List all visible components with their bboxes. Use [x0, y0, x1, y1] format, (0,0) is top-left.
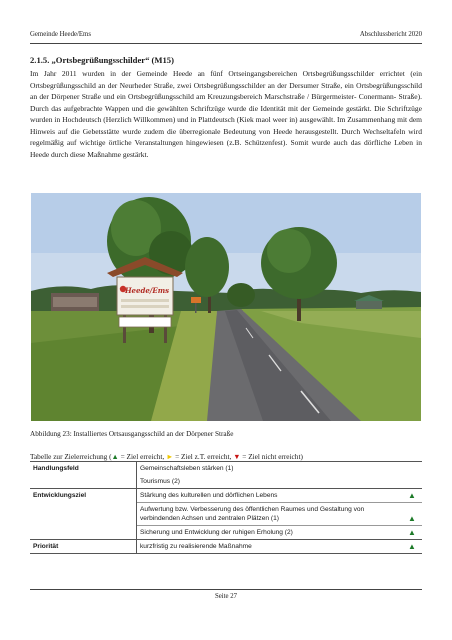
table-row — [30, 503, 422, 526]
row-label — [30, 526, 137, 540]
table-row — [30, 462, 422, 476]
triangle-down-icon: ▼ — [233, 452, 241, 461]
legend-not-reached: = Ziel nicht erreicht) — [240, 452, 303, 461]
triangle-right-icon: ► — [166, 452, 174, 461]
goal-achievement-table — [30, 461, 422, 554]
table-row — [30, 526, 422, 540]
row-text: Stärkung des kulturellen und dörflichen Lebens — [137, 489, 403, 503]
figure-caption: Abbildung 23: Installiertes Ortsausgangsschild an der Dörpener Straße — [30, 430, 234, 438]
table-row — [30, 475, 422, 489]
section-paragraph: Im Jahr 2011 wurden in der Gemeinde Heede an fünf Ortseingangsbereichen Ortsbegrüßungsschilder errichtet (ein Ortsbegrüßungsschild an der Neurheder Straße, zwei Ortsbegrüßungsschilder an der Dersumer Straße, ein Ortsbegrüßungsschild an der Dörpener Straße und ein Ortsbegrüßungsschild am Kreuzungsbereich Marschstraße / Bürgermeister- Conermann- Straße). Durch das aufgebrachte Wappen und die gewählten Schriftzüge wurde die Identität mit der Gemeinde gestärkt. Die Schriftzüge wurden in Hochdeutsch (Herzlich Willkommen) und in Plattdeutsch (Kiek maol weer in) ausgewählt. Im Zusammenhang mit dem Hinweis auf die Gebetsstätte wurde zudem die überregionale Bedeutung von Heede herausgestellt. Durch Wechseltafeln wird regelmäßig auf wichtige örtliche Veranstaltungen hingewiesen (z.B. Schützenfest). Somit wurde auch das dörfliche Leben in Heede durch diese Maßnahme gestärkt. — [30, 69, 422, 159]
row-label: Handlungsfeld — [30, 462, 137, 476]
status-icon — [402, 462, 422, 476]
legend-reached: = Ziel erreicht, — [118, 452, 167, 461]
page-footer: Seite 27 — [30, 589, 422, 600]
row-label: Priorität — [30, 540, 137, 554]
row-text: Tourismus (2) — [140, 478, 180, 485]
event-board — [119, 317, 171, 327]
triangle-up-icon: ▲ — [402, 489, 422, 503]
triangle-up-icon: ▲ — [402, 503, 422, 526]
row-label — [30, 503, 137, 526]
row-text: Aufwertung bzw. Verbesserung des öffentlichen Raumes und Gestaltung von verbindenden Achsen und zentralen Plätzen (1) — [137, 503, 403, 526]
status-icon — [402, 475, 422, 489]
header-municipality: Gemeinde Heede/Ems — [30, 31, 91, 38]
welcome-sign-text: Heede/Ems — [124, 286, 170, 295]
row-text: Sicherung und Entwicklung der ruhigen Erholung (2) — [137, 526, 403, 540]
triangle-up-icon: ▲ — [402, 540, 422, 554]
header-report-title: Abschlussbericht 2020 — [359, 31, 422, 38]
legend-prefix: Tabelle zur Zielerreichung ( — [30, 452, 112, 461]
welcome-sign-board — [117, 277, 173, 315]
row-text: Gemeinschaftsleben stärken (1) — [137, 462, 403, 476]
triangle-up-icon: ▲ — [402, 526, 422, 540]
row-label — [30, 475, 137, 489]
row-text: kurzfristig zu realisierende Maßnahme — [137, 540, 403, 554]
table-row — [30, 489, 422, 503]
triangle-up-icon: ▲ — [111, 452, 119, 461]
welcome-sign-photo — [31, 193, 421, 421]
row-label: Entwicklungsziel — [30, 489, 137, 503]
legend-partly: = Ziel z.T. erreicht, — [173, 452, 234, 461]
table-row — [30, 540, 422, 554]
legend-line — [30, 452, 422, 461]
page-header — [30, 31, 422, 44]
section-title: 2.1.5. „Ortsbegrüßungsschilder“ (M15) — [30, 55, 174, 65]
